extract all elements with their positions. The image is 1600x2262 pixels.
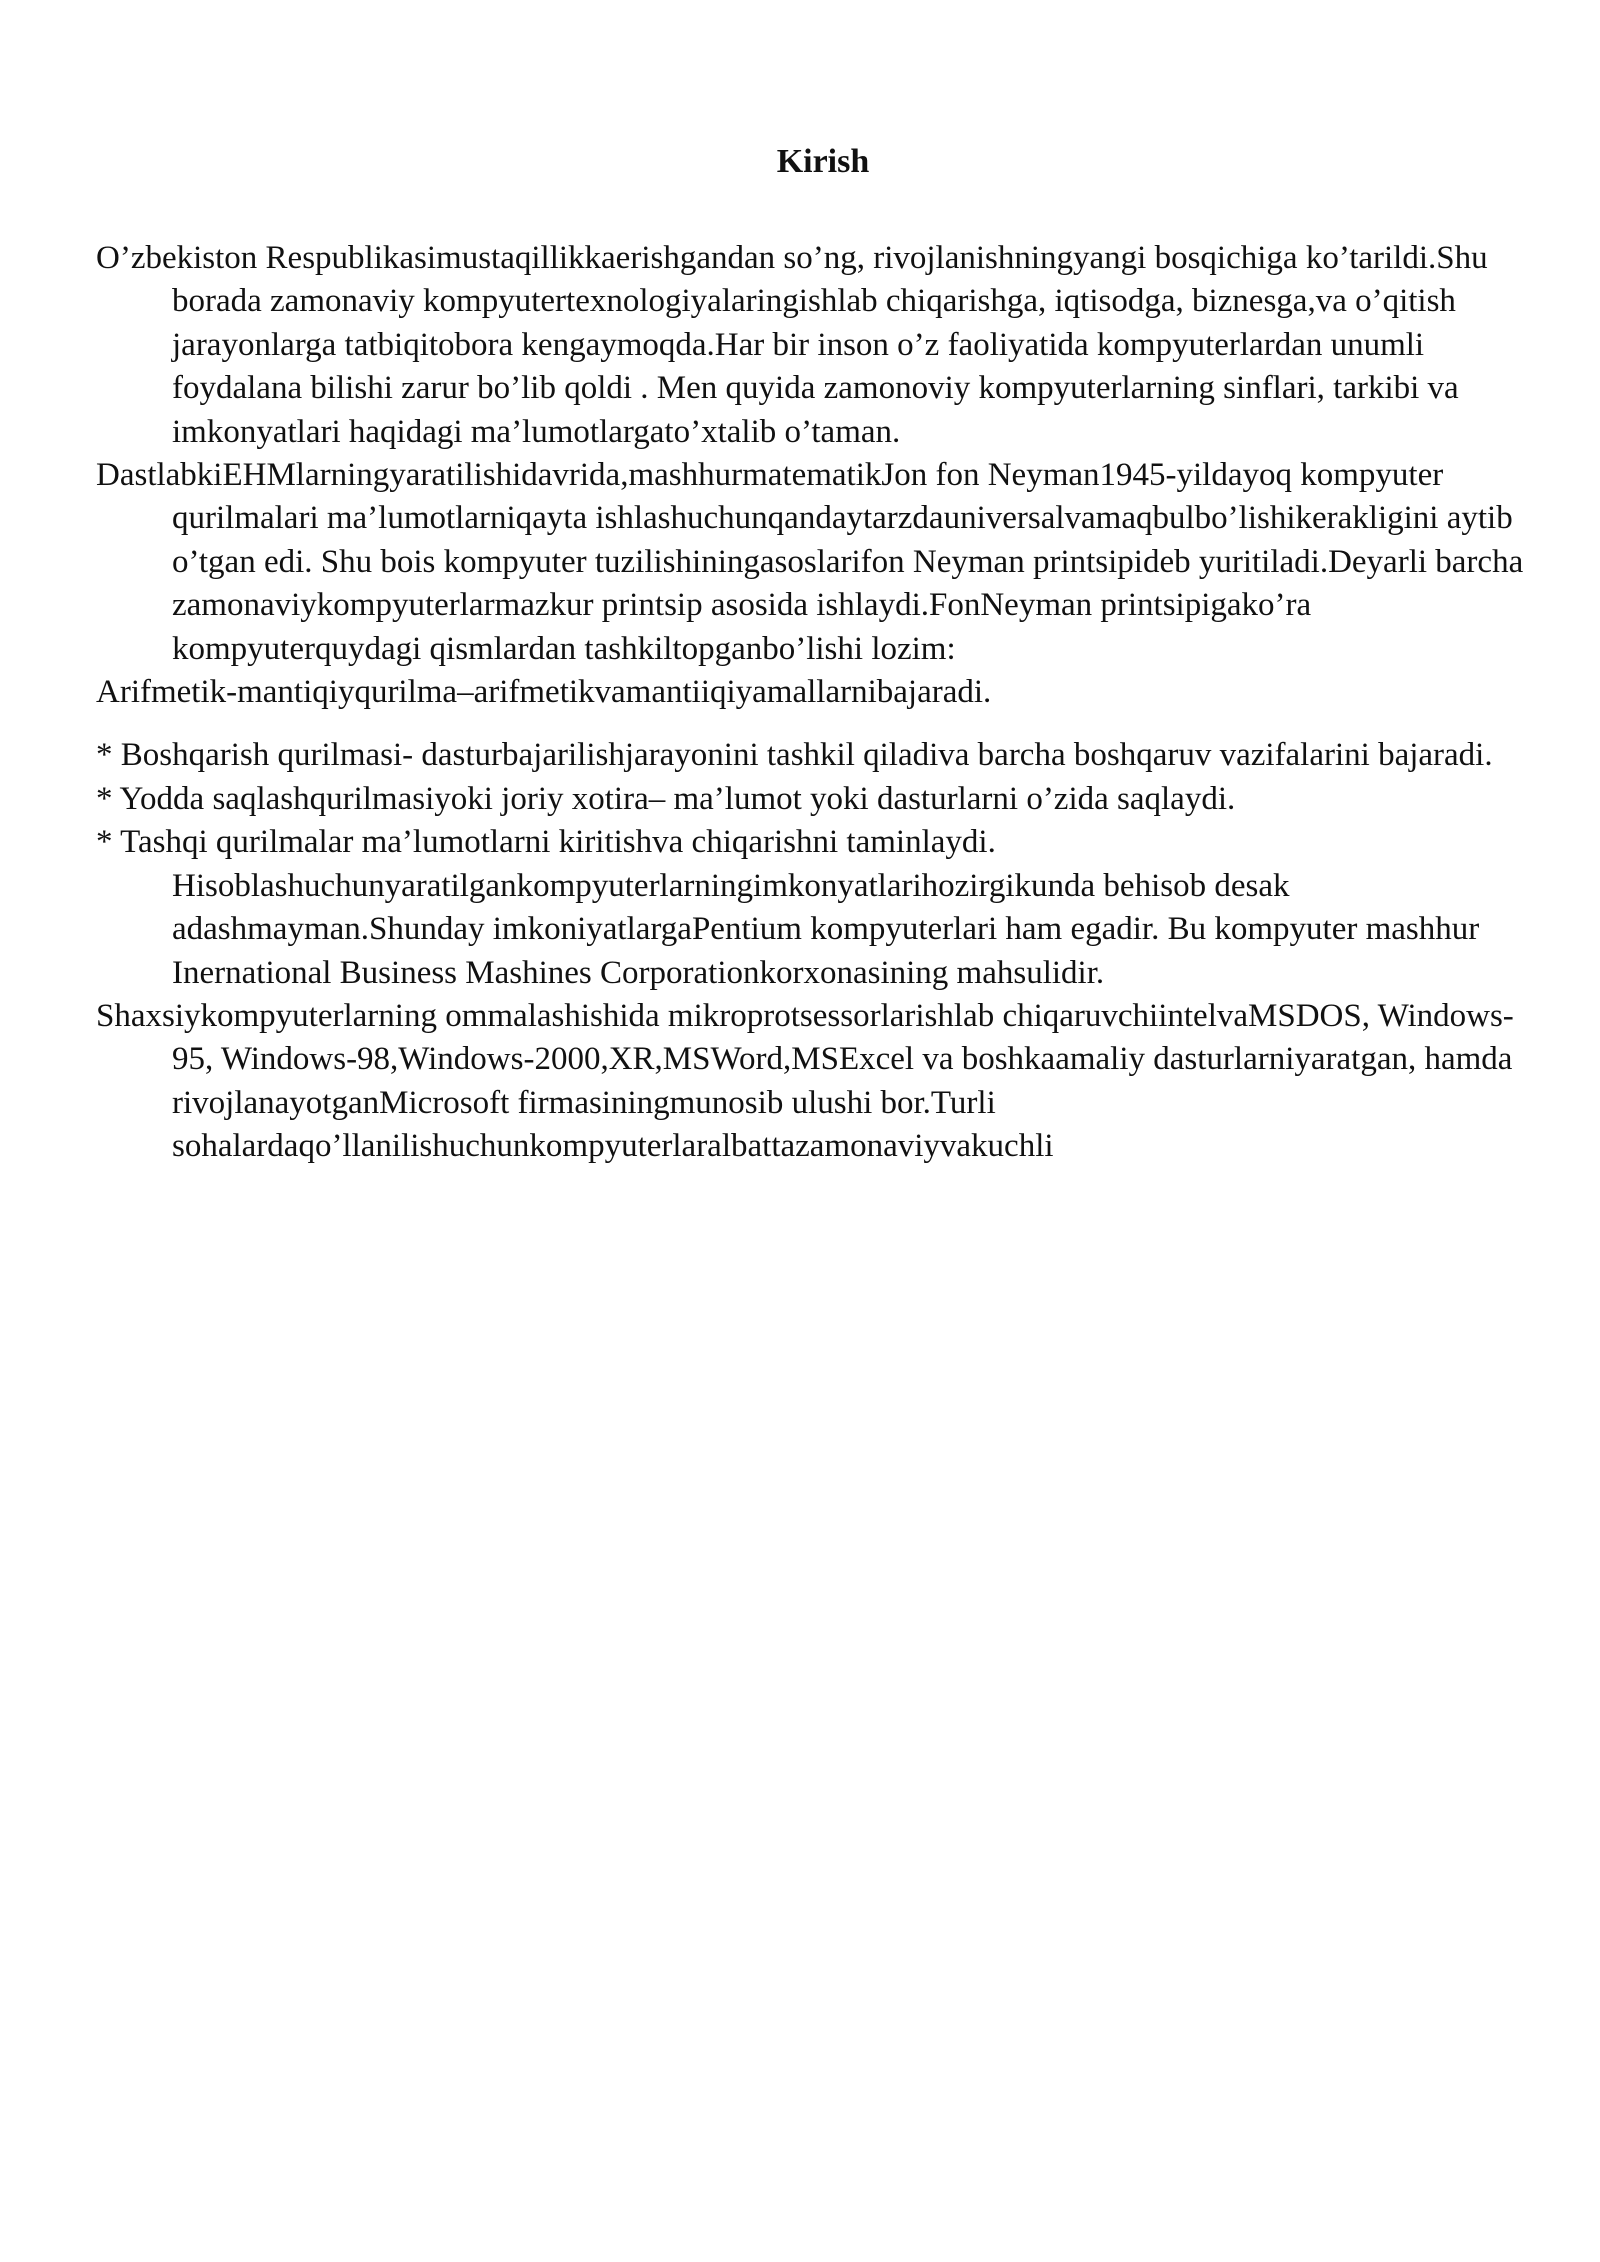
paragraph-von-neumann: DastlabkiEHMlarningyaratilishidavrida,mashhurmatematikJon fon Neyman1945-yildayoq kompyuter qurilmalari ma’lumotlarniqayta ishlashuchunqandaytarzdauniversalvamaqbulbo’lishikerakligini aytib o’tgan edi. Shu bois kompyuter tuzilishiningasoslarifon Neyman printsipideb yuritiladi.Deyarli barcha zamonaviykompyuterlarmazkur printsip asosida ishlaydi.FonNeyman printsipigako’ra kompyuterquydagi qismlardan tashkiltopganbo’lishi lozim:: [96, 457, 1524, 667]
list-item-control-unit: * Boshqarish qurilmasi- dasturbajarilishjarayonini tashkil qiladiva barcha boshqaruv vazifalarini bajaradi.: [96, 737, 1493, 774]
page-title: Kirish: [776, 143, 870, 180]
paragraph-alu: Arifmetik-mantiqiyqurilma–arifmetikvamantiiqiyamallarnibajaradi.: [96, 674, 992, 711]
list-item-memory: * Yodda saqlashqurilmasiyoki joriy xotira– ma’lumot yoki dasturlarni o’zida saqlaydi.: [96, 780, 1236, 817]
paragraph-intro: O’zbekiston Respublikasimustaqillikkaerishgandan so’ng, rivojlanishningyangi bosqichiga ko’tarildi.Shu borada zamonaviy kompyutertexnologiyalaringishlab chiqarishga, iqtisodga, biznesga,va o’qitish jarayonlarga tatbiqitobora kengaymoqda.Har bir inson o’z faoliyatida kompyuterlardan unumli foydalana bilishi zarur bo’lib qoldi . Men quyida zamonoviy kompyuterlarning sinflari, tarkibi va imkonyatlari haqidagi ma’lumotlargato’xtalib o’taman.: [96, 240, 1488, 450]
document-body: [96, 237, 1526, 1169]
list-item-external-devices: * Tashqi qurilmalar ma’lumotlarni kiritishva chiqarishni taminlaydi. Hisoblashuchunyaratilgankompyuterlarningimkonyatlarihozirgikunda behisob desak adashmayman.Shunday imkoniyatlargaPentium kompyuterlari ham egadir. Bu kompyuter mashhur Inernational Business Mashines Corporationkorxonasining mahsulidir.: [96, 824, 1480, 991]
paragraph-personal-computers: Shaxsiykompyuterlarning ommalashishida mikroprotsessorlarishlab chiqaruvchiintelvaMSDOS, Windows-95, Windows-98,Windows-2000,XR,MSWord,MSExcel va boshkaamaliy dasturlarniyaratgan, hamda rivojlanayotganMicrosoft firmasiningmunosib ulushi bor.Turli sohalardaqo’llanilishuchunkompyuterlaralbattazamonaviyvakuchli: [96, 997, 1514, 1165]
